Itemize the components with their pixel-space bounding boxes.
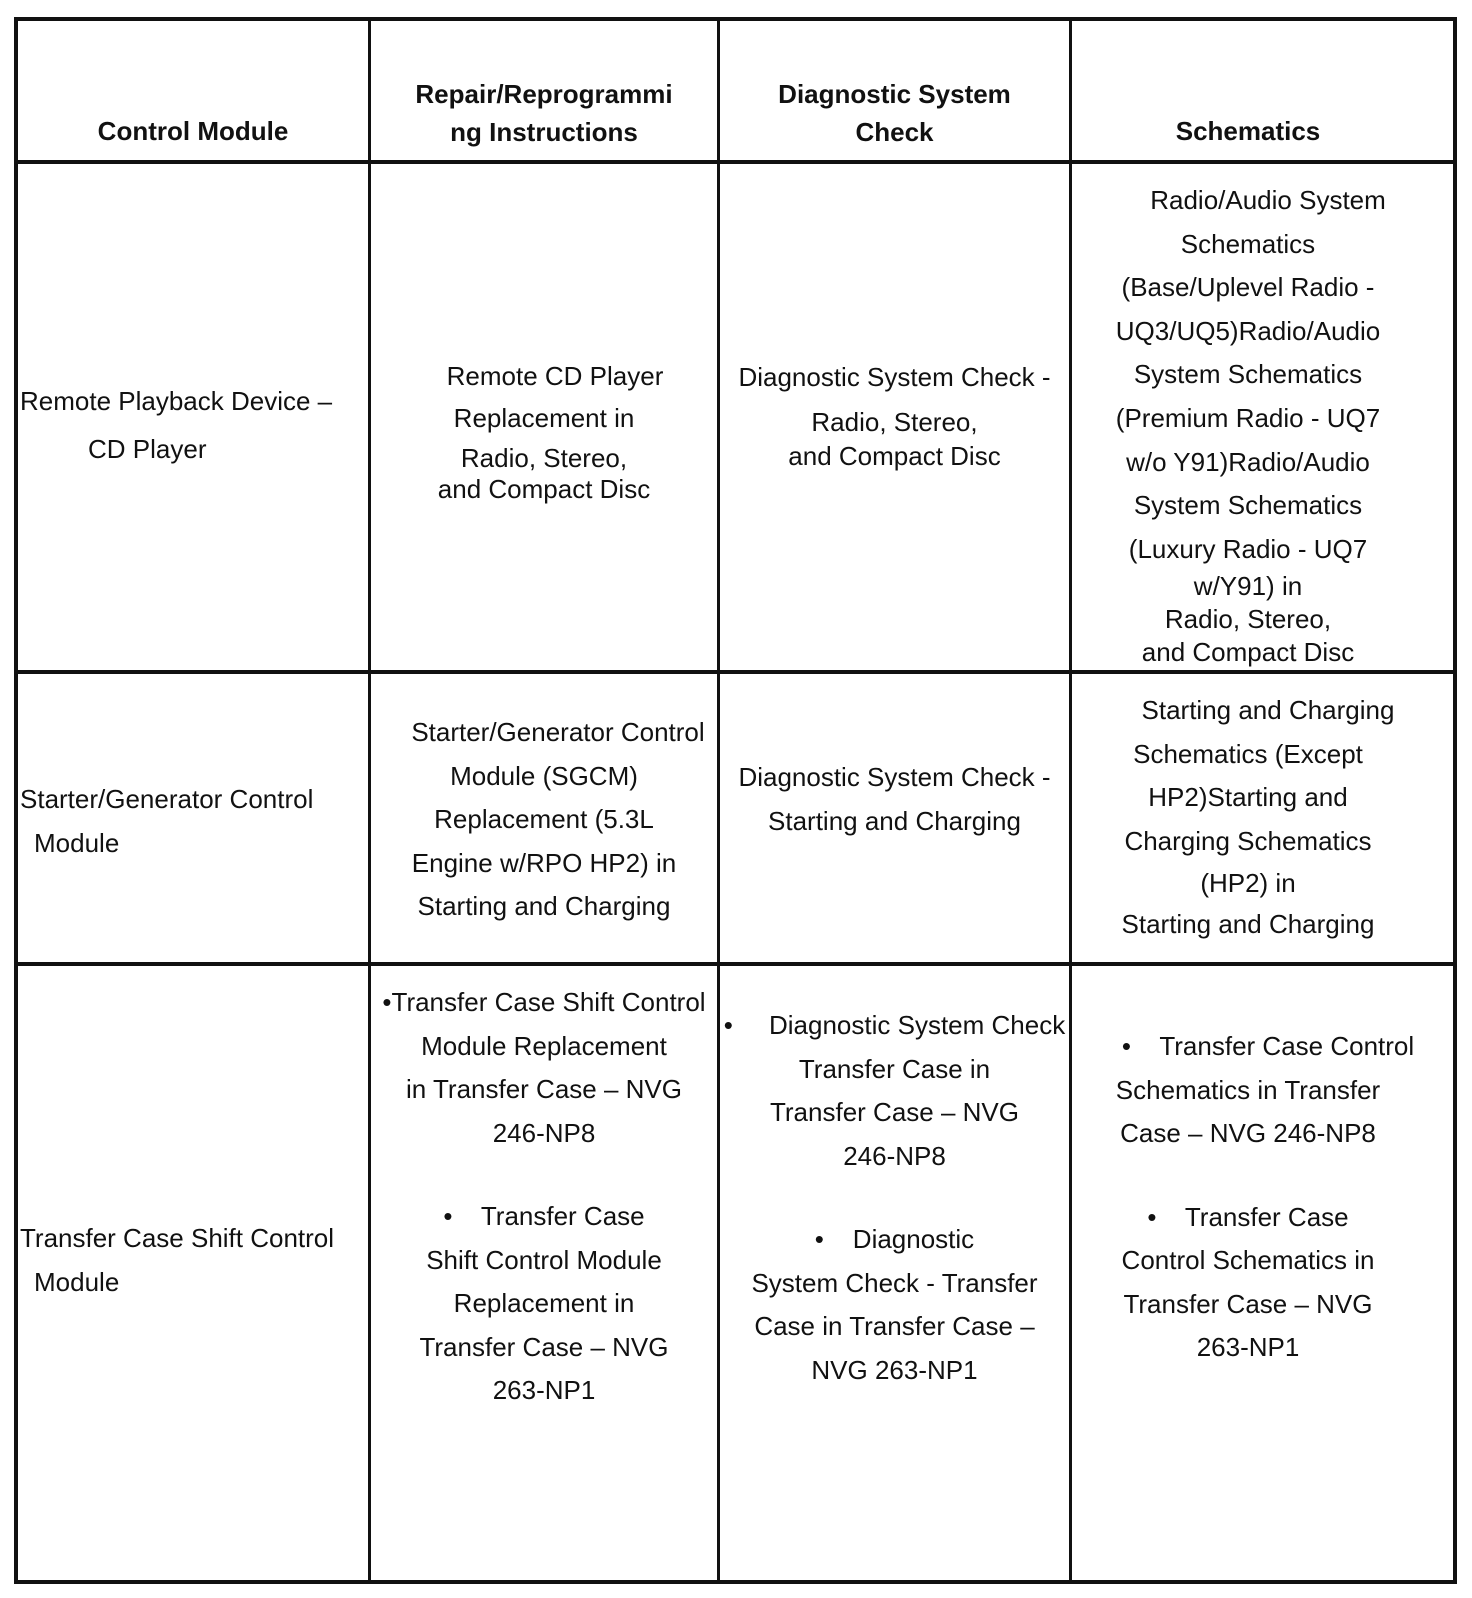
row-3-repair-item-2: • Transfer Case Shift Control Module Replacement in Transfer Case – NVG 263-NP1 — [419, 1201, 669, 1405]
row-3-schematics — [1072, 1025, 1424, 1370]
module-table — [14, 17, 1457, 1584]
row-3-diagnostic-item-1: • Diagnostic System Check Transfer Case in Transfer Case – NVG 246-NP8 — [723, 1010, 1066, 1171]
row-3-repair-item-1: •Transfer Case Shift Control Module Replacement in Transfer Case – NVG 246-NP8 — [382, 987, 706, 1148]
header-schematics: Schematics — [1175, 116, 1321, 146]
row-1-module: Remote Playback Device – CD Player — [20, 386, 333, 464]
row-1-diagnostic: Diagnostic System Check - Radio, Stereo, and Compact Disc — [738, 362, 1051, 471]
row-3-repair — [371, 981, 717, 1413]
row-divider — [18, 160, 1453, 164]
row-2-diagnostic: Diagnostic System Check - Starting and Charging — [738, 762, 1051, 836]
row-3-diagnostic — [720, 1004, 1069, 1392]
row-3-schematics-item-1: • Transfer Case Control Schematics in Transfer Case – NVG 246-NP8 — [1115, 1031, 1415, 1148]
row-1-repair: Remote CD Player Replacement in Radio, Stereo, and Compact Disc — [437, 361, 664, 504]
row-divider — [18, 670, 1453, 674]
header-control-module: Control Module — [97, 116, 289, 146]
row-3-module: Transfer Case Shift Control Module — [20, 1223, 335, 1297]
row-2-repair: Starter/Generator Control Module (SGCM) Replacement (5.3L Engine w/RPO HP2) in Starting and Charging — [411, 717, 705, 921]
row-2-schematics: Starting and Charging Schematics (Except HP2)Starting and Charging Schematics (HP2) in Starting and Charging — [1121, 695, 1395, 939]
row-3-schematics-item-2: • Transfer Case Control Schematics in Transfer Case – NVG 263-NP1 — [1121, 1201, 1375, 1362]
row-2-module: Starter/Generator Control Module — [20, 784, 314, 858]
row-divider — [18, 962, 1453, 966]
row-1-schematics: Radio/Audio System Schematics (Base/Uplevel Radio - UQ3/UQ5)Radio/Audio System Schematics (Premium Radio - UQ7 w/o Y91)Radio/Audio System Schematics (Luxury Radio - UQ7 w/Y91) in Radio, Stereo, and Compact Disc — [1115, 185, 1386, 668]
header-repair-instructions: Repair/Reprogrammi ng Instructions — [415, 79, 673, 147]
row-3-diagnostic-item-2: • Diagnostic System Check - Transfer Case in Transfer Case – NVG 263-NP1 — [751, 1224, 1038, 1385]
header-diagnostic-system-check: Diagnostic System Check — [778, 79, 1011, 147]
